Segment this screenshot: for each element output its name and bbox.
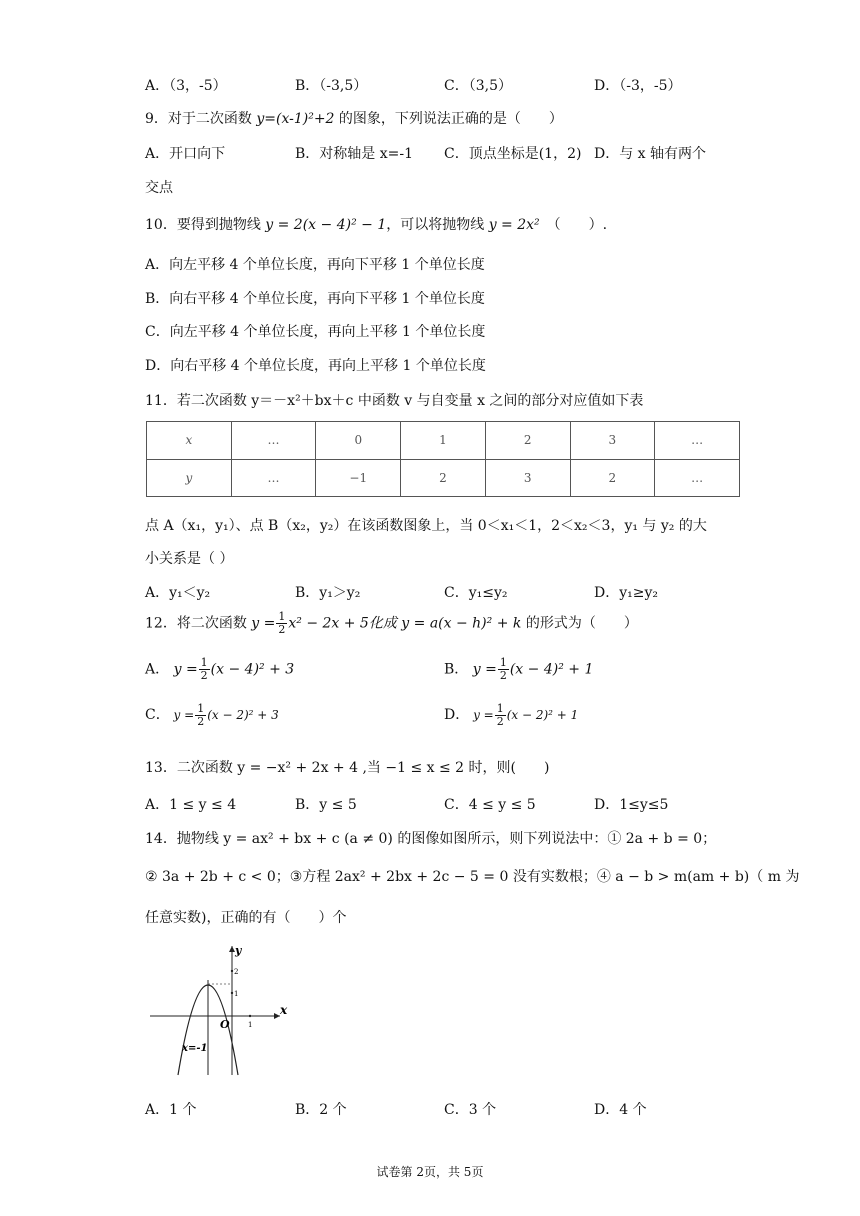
q11-stem: 11．若二次函数 y＝－x²＋bx＋c 中函数 v 与自变量 x 之间的部分对应值如下表	[145, 393, 644, 409]
option-expression: (x − 2)² + 3	[207, 708, 279, 722]
table-cell: 2	[570, 459, 655, 497]
q9-option-b: B．对称轴是 x=-1	[295, 146, 414, 162]
q14-option-a: A．1 个	[145, 1102, 197, 1118]
option-label: D．	[444, 707, 470, 723]
denominator: 2	[499, 669, 507, 682]
q11-option-c: C．y₁≤y₂	[444, 585, 508, 601]
q8-option-b: B．（-3,5）	[295, 78, 368, 94]
option-label: C．	[145, 707, 170, 723]
table-cell: …	[231, 459, 316, 497]
table-cell: 3	[485, 459, 570, 497]
q9-option-d-continuation: 交点	[145, 180, 173, 196]
tick-y-label-2: 2	[234, 968, 239, 976]
q10-option-d: D．向右平移 4 个单位长度，再向上平移 1 个单位长度	[145, 358, 486, 374]
q14-stem-line-2: ② 3a + 2b + c < 0；③方程 2ax² + 2bx + 2c − 5 = 0 没有实数根；④ a − b > m(am + b)（ m 为	[145, 869, 800, 885]
numerator: 1	[197, 702, 205, 715]
table-cell: −1	[316, 459, 401, 497]
q10-equation-1: y = 2(x − 4)² − 1	[265, 217, 387, 233]
tick-y-2	[231, 970, 233, 972]
origin-label: O	[220, 1018, 230, 1031]
q13-option-c: C．4 ≤ y ≤ 5	[444, 797, 536, 813]
q8-option-d: D．（-3，-5）	[594, 78, 682, 94]
table-row	[147, 422, 740, 460]
table-row	[147, 459, 740, 497]
q10-option-a: A．向左平移 4 个单位长度，再向下平移 1 个单位长度	[145, 257, 485, 273]
table-cell: y	[147, 459, 232, 497]
q11-option-a: A．y₁＜y₂	[145, 585, 211, 601]
fraction-one-half	[276, 611, 287, 636]
q10-option-c: C．向左平移 4 个单位长度，再向上平移 1 个单位长度	[145, 324, 486, 340]
table-cell: 0	[316, 422, 401, 460]
q11-option-b: B．y₁＞y₂	[295, 585, 361, 601]
table-cell: …	[231, 422, 316, 460]
q12-stem: 12．将二次函数 y = $\frac{1}{2}$ x² − 2x + 5化成 y = a(x − h)² + k 的形式为（ ）	[145, 610, 638, 636]
numerator: 1	[496, 702, 504, 715]
page-footer: 试卷第 2页，共 5页	[376, 1165, 484, 1179]
table-cell: x	[147, 422, 232, 460]
q10-middle: ，可以将抛物线	[386, 217, 489, 233]
table-cell: 1	[401, 422, 486, 460]
q9-suffix: 的图象，下列说法正确的是（ ）	[334, 111, 563, 127]
q9-option-a: A．开口向下	[145, 146, 226, 162]
option-label: B．	[444, 661, 469, 678]
q10-stem	[145, 214, 607, 234]
q9-prefix: 9．对于二次函数	[145, 111, 257, 127]
q12-option-a: A． y = $\frac{1}{2}$ (x − 4)² + 3	[145, 656, 295, 682]
q14-stem-line-1: 14．抛物线 y = ax² + bx + c (a ≠ 0) 的图像如图所示，则下列说法中：① 2a + b = 0；	[145, 831, 717, 847]
numerator: 1	[200, 656, 208, 669]
q14-option-d: D．4 个	[594, 1102, 647, 1118]
q10-prefix: 10．要得到抛物线	[145, 217, 266, 233]
denominator: 2	[496, 715, 504, 728]
denominator: 2	[197, 715, 205, 728]
denominator: 2	[200, 669, 208, 682]
option-expression: (x − 4)² + 3	[210, 661, 295, 678]
y-axis-label: y	[235, 944, 242, 957]
numerator: 1	[499, 656, 507, 669]
q13-option-d: D．1≤y≤5	[594, 797, 669, 813]
q9-stem	[145, 108, 563, 128]
symmetry-line-label: x=-1	[182, 1043, 208, 1054]
q11-condition-line-1: 点 A（x₁，y₁）、点 B（x₂，y₂）在该函数图象上，当 0＜x₁＜1，2＜x₂＜3，y₁ 与 y₂ 的大	[145, 518, 707, 534]
option-label: A．	[145, 661, 170, 678]
denominator: 2	[278, 623, 286, 636]
q10-suffix: （ ）.	[539, 217, 608, 233]
tick-x-1	[249, 1015, 251, 1017]
tick-x-label-1: 1	[248, 1021, 253, 1029]
q9-option-c: C．顶点坐标是(1，2)	[444, 146, 582, 162]
q13-option-a: A．1 ≤ y ≤ 4	[145, 797, 237, 813]
table-cell: 2	[485, 422, 570, 460]
q14-option-b: B．2 个	[295, 1102, 347, 1118]
q11-option-d: D．y₁≥y₂	[594, 585, 658, 601]
q14-parabola-figure	[140, 940, 300, 1080]
q10-equation-2: y = 2x²	[488, 217, 540, 233]
q8-option-c: C．（3,5）	[444, 78, 512, 94]
q12-option-d: D． y = $\frac{1}{2}$ (x − 2)² + 1	[444, 702, 579, 728]
option-expression: (x − 4)² + 1	[509, 661, 594, 678]
q11-condition-line-2: 小关系是（ ）	[145, 551, 234, 567]
q11-value-table	[146, 421, 740, 497]
table-cell: …	[655, 459, 740, 497]
q12-option-c: C． y = $\frac{1}{2}$ (x − 2)² + 3	[145, 702, 279, 728]
q13-stem: 13．二次函数 y = −x² + 2x + 4 ,当 −1 ≤ x ≤ 2 时，则( )	[145, 760, 550, 776]
tick-y-1	[231, 992, 233, 994]
table-cell: 2	[401, 459, 486, 497]
q10-option-b: B．向右平移 4 个单位长度，再向下平移 1 个单位长度	[145, 291, 485, 307]
q13-option-b: B．y ≤ 5	[295, 797, 357, 813]
table-cell: 3	[570, 422, 655, 460]
x-axis-label: x	[280, 1003, 288, 1017]
q12-stem-tail: x² − 2x + 5	[288, 615, 369, 632]
q12-prefix: 12．将二次函数	[145, 615, 252, 632]
q14-stem-line-3: 任意实数)，正确的有（ ）个	[145, 910, 347, 926]
q8-option-a: A．（3，-5）	[145, 78, 227, 94]
q12-suffix: 的形式为（ ）	[521, 615, 638, 632]
q9-function: y=(x-1)²+2	[256, 111, 335, 127]
numerator: 1	[278, 610, 286, 623]
option-expression: (x − 2)² + 1	[506, 708, 579, 722]
q9-option-d: D．与 x 轴有两个	[594, 146, 707, 162]
q12-target-form: 化成 y = a(x − h)² + k	[368, 615, 522, 632]
q14-option-c: C．3 个	[444, 1102, 497, 1118]
q12-option-b: B． y = $\frac{1}{2}$ (x − 4)² + 1	[444, 656, 594, 682]
table-cell: …	[655, 422, 740, 460]
tick-y-label-1: 1	[234, 990, 239, 998]
